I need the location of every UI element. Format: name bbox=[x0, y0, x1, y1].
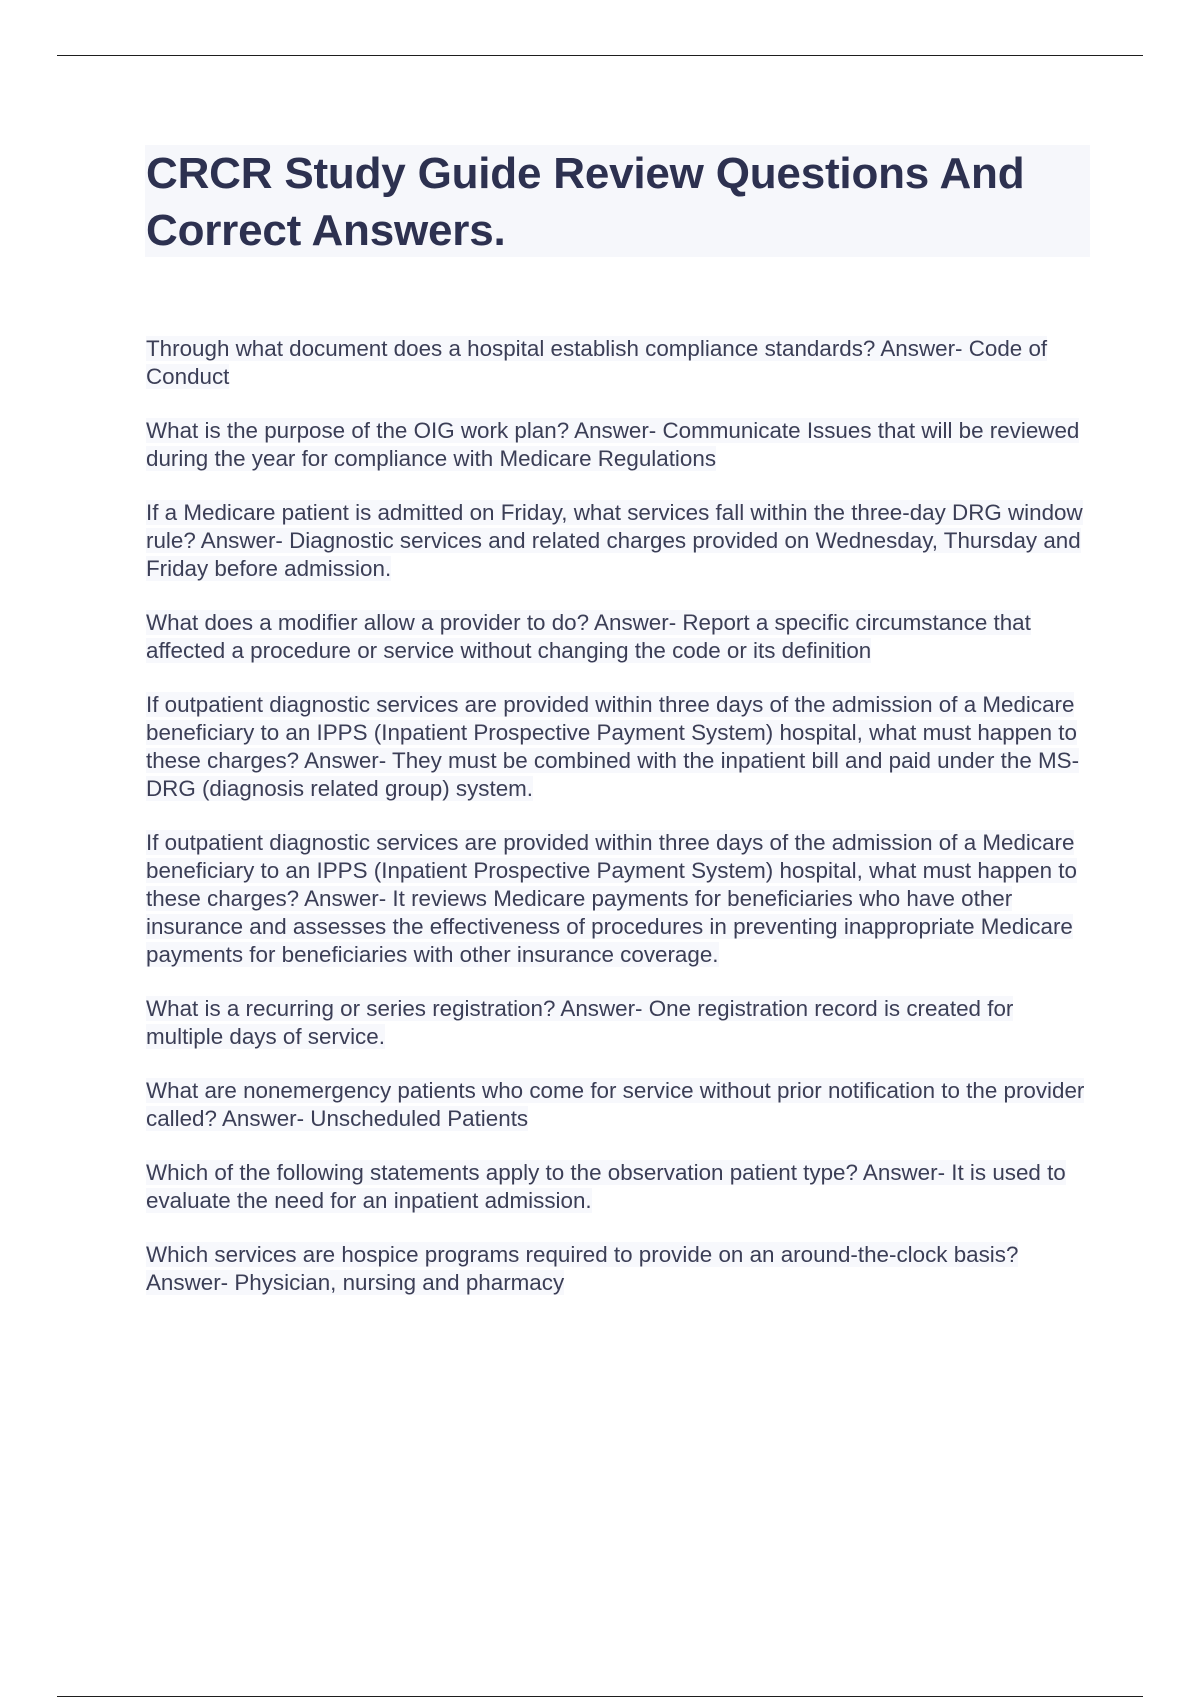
qa-text: What are nonemergency patients who come for service without prior notification to the provider called? Answer- Unscheduled Patients bbox=[146, 1078, 1085, 1131]
qa-item bbox=[146, 829, 1096, 969]
qa-text: What does a modifier allow a provider to do? Answer- Report a specific circumstance that affected a procedure or service without changing the code or its definition bbox=[146, 610, 1031, 663]
qa-item bbox=[146, 1159, 1096, 1215]
document-title: CRCR Study Guide Review Questions And Correct Answers. bbox=[146, 149, 1025, 255]
qa-text: Which services are hospice programs required to provide on an around-the-clock basis? Answer- Physician, nursing and pharmacy bbox=[146, 1242, 1019, 1295]
qa-item bbox=[146, 691, 1096, 803]
qa-item bbox=[146, 995, 1096, 1051]
qa-text: What is the purpose of the OIG work plan? Answer- Communicate Issues that will be reviewed during the year for compliance with Medicare Regulations bbox=[146, 418, 1080, 471]
qa-item bbox=[146, 609, 1096, 665]
qa-text: If outpatient diagnostic services are provided within three days of the admission of a Medicare beneficiary to an IPPS (Inpatient Prospective Payment System) hospital, what must happen to these charges? Answer- It reviews Medicare payments for beneficiaries who have other insurance and assesses the effectiveness of procedures in preventing inappropriate Medicare payments for beneficiaries with other insurance coverage. bbox=[146, 830, 1077, 967]
qa-item bbox=[146, 417, 1096, 473]
bottom-divider bbox=[57, 1696, 1143, 1697]
top-divider bbox=[57, 55, 1143, 56]
qa-text: Which of the following statements apply to the observation patient type? Answer- It is used to evaluate the need for an inpatient admission. bbox=[146, 1160, 1066, 1213]
qa-text: Through what document does a hospital establish compliance standards? Answer- Code of Conduct bbox=[146, 336, 1048, 389]
qa-text: What is a recurring or series registration? Answer- One registration record is created for multiple days of service. bbox=[146, 996, 1014, 1049]
qa-text: If outpatient diagnostic services are provided within three days of the admission of a Medicare beneficiary to an IPPS (Inpatient Prospective Payment System) hospital, what must happen to these charges? Answer- They must be combined with the inpatient bill and paid under the MS-DRG (diagnosis related group) system. bbox=[146, 692, 1080, 801]
qa-text: If a Medicare patient is admitted on Friday, what services fall within the three-day DRG window rule? Answer- Diagnostic services and related charges provided on Wednesday, Thursday and Friday before admission. bbox=[146, 500, 1083, 581]
qa-item bbox=[146, 335, 1096, 391]
qa-item bbox=[146, 1241, 1096, 1297]
qa-list bbox=[146, 335, 1096, 1323]
qa-item bbox=[146, 1077, 1096, 1133]
qa-item bbox=[146, 499, 1096, 583]
